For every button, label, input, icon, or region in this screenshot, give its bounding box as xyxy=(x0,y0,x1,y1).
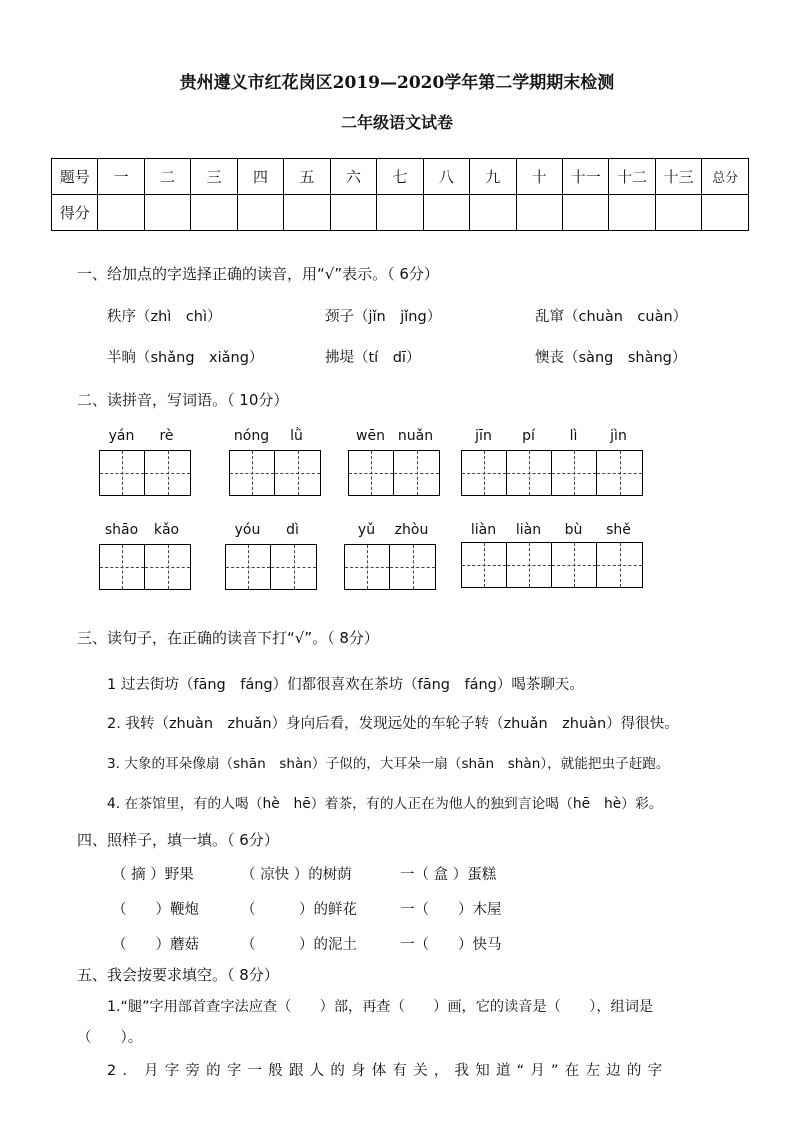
score-input-cell[interactable] xyxy=(470,195,516,231)
pinyin-label: yán xyxy=(108,428,135,444)
table-cell: 十二 xyxy=(609,159,655,195)
pinyin-choice-item[interactable]: 秩序（zhì chì） xyxy=(107,309,222,325)
writing-grid[interactable] xyxy=(461,450,643,496)
grid-cell[interactable] xyxy=(145,451,190,495)
grid-cell[interactable] xyxy=(390,545,435,589)
score-input-cell[interactable] xyxy=(237,195,283,231)
table-cell: 七 xyxy=(377,159,423,195)
sentence-item[interactable]: 4. 在茶馆里，有的人喝（hè hē）着茶，有的人正在为他人的独到言论喝（hē hè）彩。 xyxy=(107,796,663,812)
pinyin-label-group xyxy=(99,522,189,538)
pinyin-label: nuǎn xyxy=(397,428,434,444)
grid-cell[interactable] xyxy=(271,545,316,589)
grid-cell[interactable] xyxy=(507,543,552,587)
score-input-cell[interactable] xyxy=(191,195,237,231)
table-cell: 十一 xyxy=(562,159,608,195)
fill-item[interactable]: 一（ ）快马 xyxy=(400,937,502,953)
question-text[interactable]: 1.“腿”字用部首查字法应查（ ）部，再查（ ）画，它的读音是（ ），组词是 xyxy=(107,999,654,1015)
writing-grid[interactable] xyxy=(99,450,191,496)
fill-item[interactable]: （ ）的鲜花 xyxy=(241,902,357,918)
grid-cell[interactable] xyxy=(145,545,190,589)
fill-item[interactable]: 一（ 盒 ）蛋糕 xyxy=(400,867,497,883)
pinyin-label: liàn xyxy=(470,522,497,538)
section4-heading: 四、照样子，填一填。（ 6分） xyxy=(77,831,279,849)
sentence-item[interactable]: 3. 大象的耳朵像扇（shān shàn）子似的，大耳朵一扇（shān shàn），就能把虫子赶跑。 xyxy=(107,756,670,772)
table-cell: 六 xyxy=(330,159,376,195)
fill-item[interactable]: （ 凉快 ）的树荫 xyxy=(241,867,352,883)
section2-heading: 二、读拼音，写词语。（ 10分） xyxy=(77,391,289,409)
pinyin-choice-item[interactable]: 半晌（shǎng xiǎng） xyxy=(107,350,264,366)
grid-cell[interactable] xyxy=(507,451,552,495)
pinyin-label-group xyxy=(229,428,319,444)
grid-cell[interactable] xyxy=(462,451,507,495)
grid-cell[interactable] xyxy=(230,451,275,495)
table-cell: 十 xyxy=(516,159,562,195)
fill-item[interactable]: （ ）蘑菇 xyxy=(112,937,199,953)
score-input-cell[interactable] xyxy=(562,195,608,231)
table-cell: 得分 xyxy=(52,195,98,231)
table-cell: 一 xyxy=(98,159,144,195)
fill-item[interactable]: （ ）鞭炮 xyxy=(112,902,199,918)
pinyin-label: liàn xyxy=(515,522,542,538)
score-input-cell[interactable] xyxy=(284,195,330,231)
page-title: 贵州遵义市红花岗区2019—2020学年第二学期期末检测 xyxy=(179,73,615,93)
score-input-cell[interactable] xyxy=(516,195,562,231)
grid-cell[interactable] xyxy=(597,543,642,587)
fill-item[interactable]: 一（ ）木屋 xyxy=(400,902,502,918)
table-cell: 二 xyxy=(144,159,190,195)
score-input-cell[interactable] xyxy=(423,195,469,231)
grid-cell[interactable] xyxy=(345,545,390,589)
question-text[interactable]: 2. 月字旁的字一般跟人的身体有关，我知道“月”在左边的字 xyxy=(107,1063,669,1079)
pinyin-label-group xyxy=(344,522,434,538)
writing-grid[interactable] xyxy=(461,542,643,588)
grid-cell[interactable] xyxy=(597,451,642,495)
grid-cell[interactable] xyxy=(394,451,439,495)
table-cell: 八 xyxy=(423,159,469,195)
grid-cell[interactable] xyxy=(349,451,394,495)
pinyin-label: jìn xyxy=(610,428,627,444)
pinyin-label: wēn xyxy=(356,428,385,444)
table-cell: 九 xyxy=(470,159,516,195)
score-input-cell[interactable] xyxy=(655,195,701,231)
pinyin-label-group xyxy=(225,522,315,538)
pinyin-label: lì xyxy=(569,428,578,444)
grid-cell[interactable] xyxy=(100,451,145,495)
grid-cell[interactable] xyxy=(100,545,145,589)
table-cell: 总分 xyxy=(702,159,749,195)
table-cell: 五 xyxy=(284,159,330,195)
score-table-header-row xyxy=(52,159,749,195)
table-cell: 四 xyxy=(237,159,283,195)
grid-cell[interactable] xyxy=(552,543,597,587)
pinyin-label-group xyxy=(461,522,641,538)
pinyin-choice-item[interactable]: 乱窜（chuàn cuàn） xyxy=(535,309,688,325)
grid-cell[interactable] xyxy=(226,545,271,589)
page-subtitle: 二年级语文试卷 xyxy=(340,113,453,132)
sentence-item[interactable]: 2. 我转（zhuàn zhuǎn）身向后看，发现远处的车轮子转（zhuǎn zhuàn）得很快。 xyxy=(107,716,679,732)
writing-grid[interactable] xyxy=(348,450,440,496)
pinyin-label: bù xyxy=(564,522,583,538)
table-cell: 三 xyxy=(191,159,237,195)
table-cell: 题号 xyxy=(52,159,98,195)
grid-cell[interactable] xyxy=(552,451,597,495)
score-input-cell[interactable] xyxy=(330,195,376,231)
pinyin-label-group xyxy=(99,428,189,444)
pinyin-label: nóng xyxy=(233,428,270,444)
question-text[interactable]: （ ）。 xyxy=(77,1030,143,1046)
score-table xyxy=(51,158,749,231)
pinyin-label: dì xyxy=(286,522,299,538)
section1-heading: 一、给加点的字选择正确的读音，用“√”表示。（ 6分） xyxy=(77,265,439,283)
pinyin-label: pí xyxy=(522,428,535,444)
grid-cell[interactable] xyxy=(275,451,320,495)
pinyin-choice-item[interactable]: 颈子（jǐn jǐng） xyxy=(325,309,442,325)
score-input-cell[interactable] xyxy=(609,195,655,231)
section5-heading: 五、我会按要求填空。（ 8分） xyxy=(77,966,279,984)
score-input-cell[interactable] xyxy=(377,195,423,231)
pinyin-label: yǔ xyxy=(357,522,376,538)
pinyin-choice-item[interactable]: 懊丧（sàng shàng） xyxy=(535,350,687,366)
score-input-cell[interactable] xyxy=(98,195,144,231)
sentence-item[interactable]: 1 过去街坊（fāng fáng）们都很喜欢在茶坊（fāng fáng）喝茶聊天。 xyxy=(107,677,584,693)
pinyin-label: yóu xyxy=(234,522,261,538)
pinyin-label: shě xyxy=(606,522,631,538)
pinyin-label: rè xyxy=(159,428,174,444)
pinyin-label: jīn xyxy=(475,428,492,444)
score-input-cell[interactable] xyxy=(144,195,190,231)
score-table-score-row xyxy=(52,195,749,231)
score-input-cell[interactable] xyxy=(702,195,749,231)
section3-heading: 三、读句子，在正确的读音下打“√”。（ 8分） xyxy=(77,629,379,647)
fill-item[interactable]: （ ）的泥土 xyxy=(241,937,357,953)
pinyin-label-group xyxy=(348,428,438,444)
writing-grid[interactable] xyxy=(344,544,436,590)
pinyin-label: shāo xyxy=(104,522,139,538)
pinyin-label: lǜ xyxy=(290,428,303,444)
grid-cell[interactable] xyxy=(462,543,507,587)
writing-grid[interactable] xyxy=(99,544,191,590)
fill-item[interactable]: （ 摘 ）野果 xyxy=(112,867,194,883)
pinyin-label-group xyxy=(461,428,641,444)
pinyin-label: zhòu xyxy=(394,522,429,538)
pinyin-choice-item[interactable]: 拂堤（tí dī） xyxy=(325,350,421,366)
writing-grid[interactable] xyxy=(225,544,317,590)
pinyin-label: kǎo xyxy=(153,522,180,538)
table-cell: 十三 xyxy=(655,159,701,195)
writing-grid[interactable] xyxy=(229,450,321,496)
